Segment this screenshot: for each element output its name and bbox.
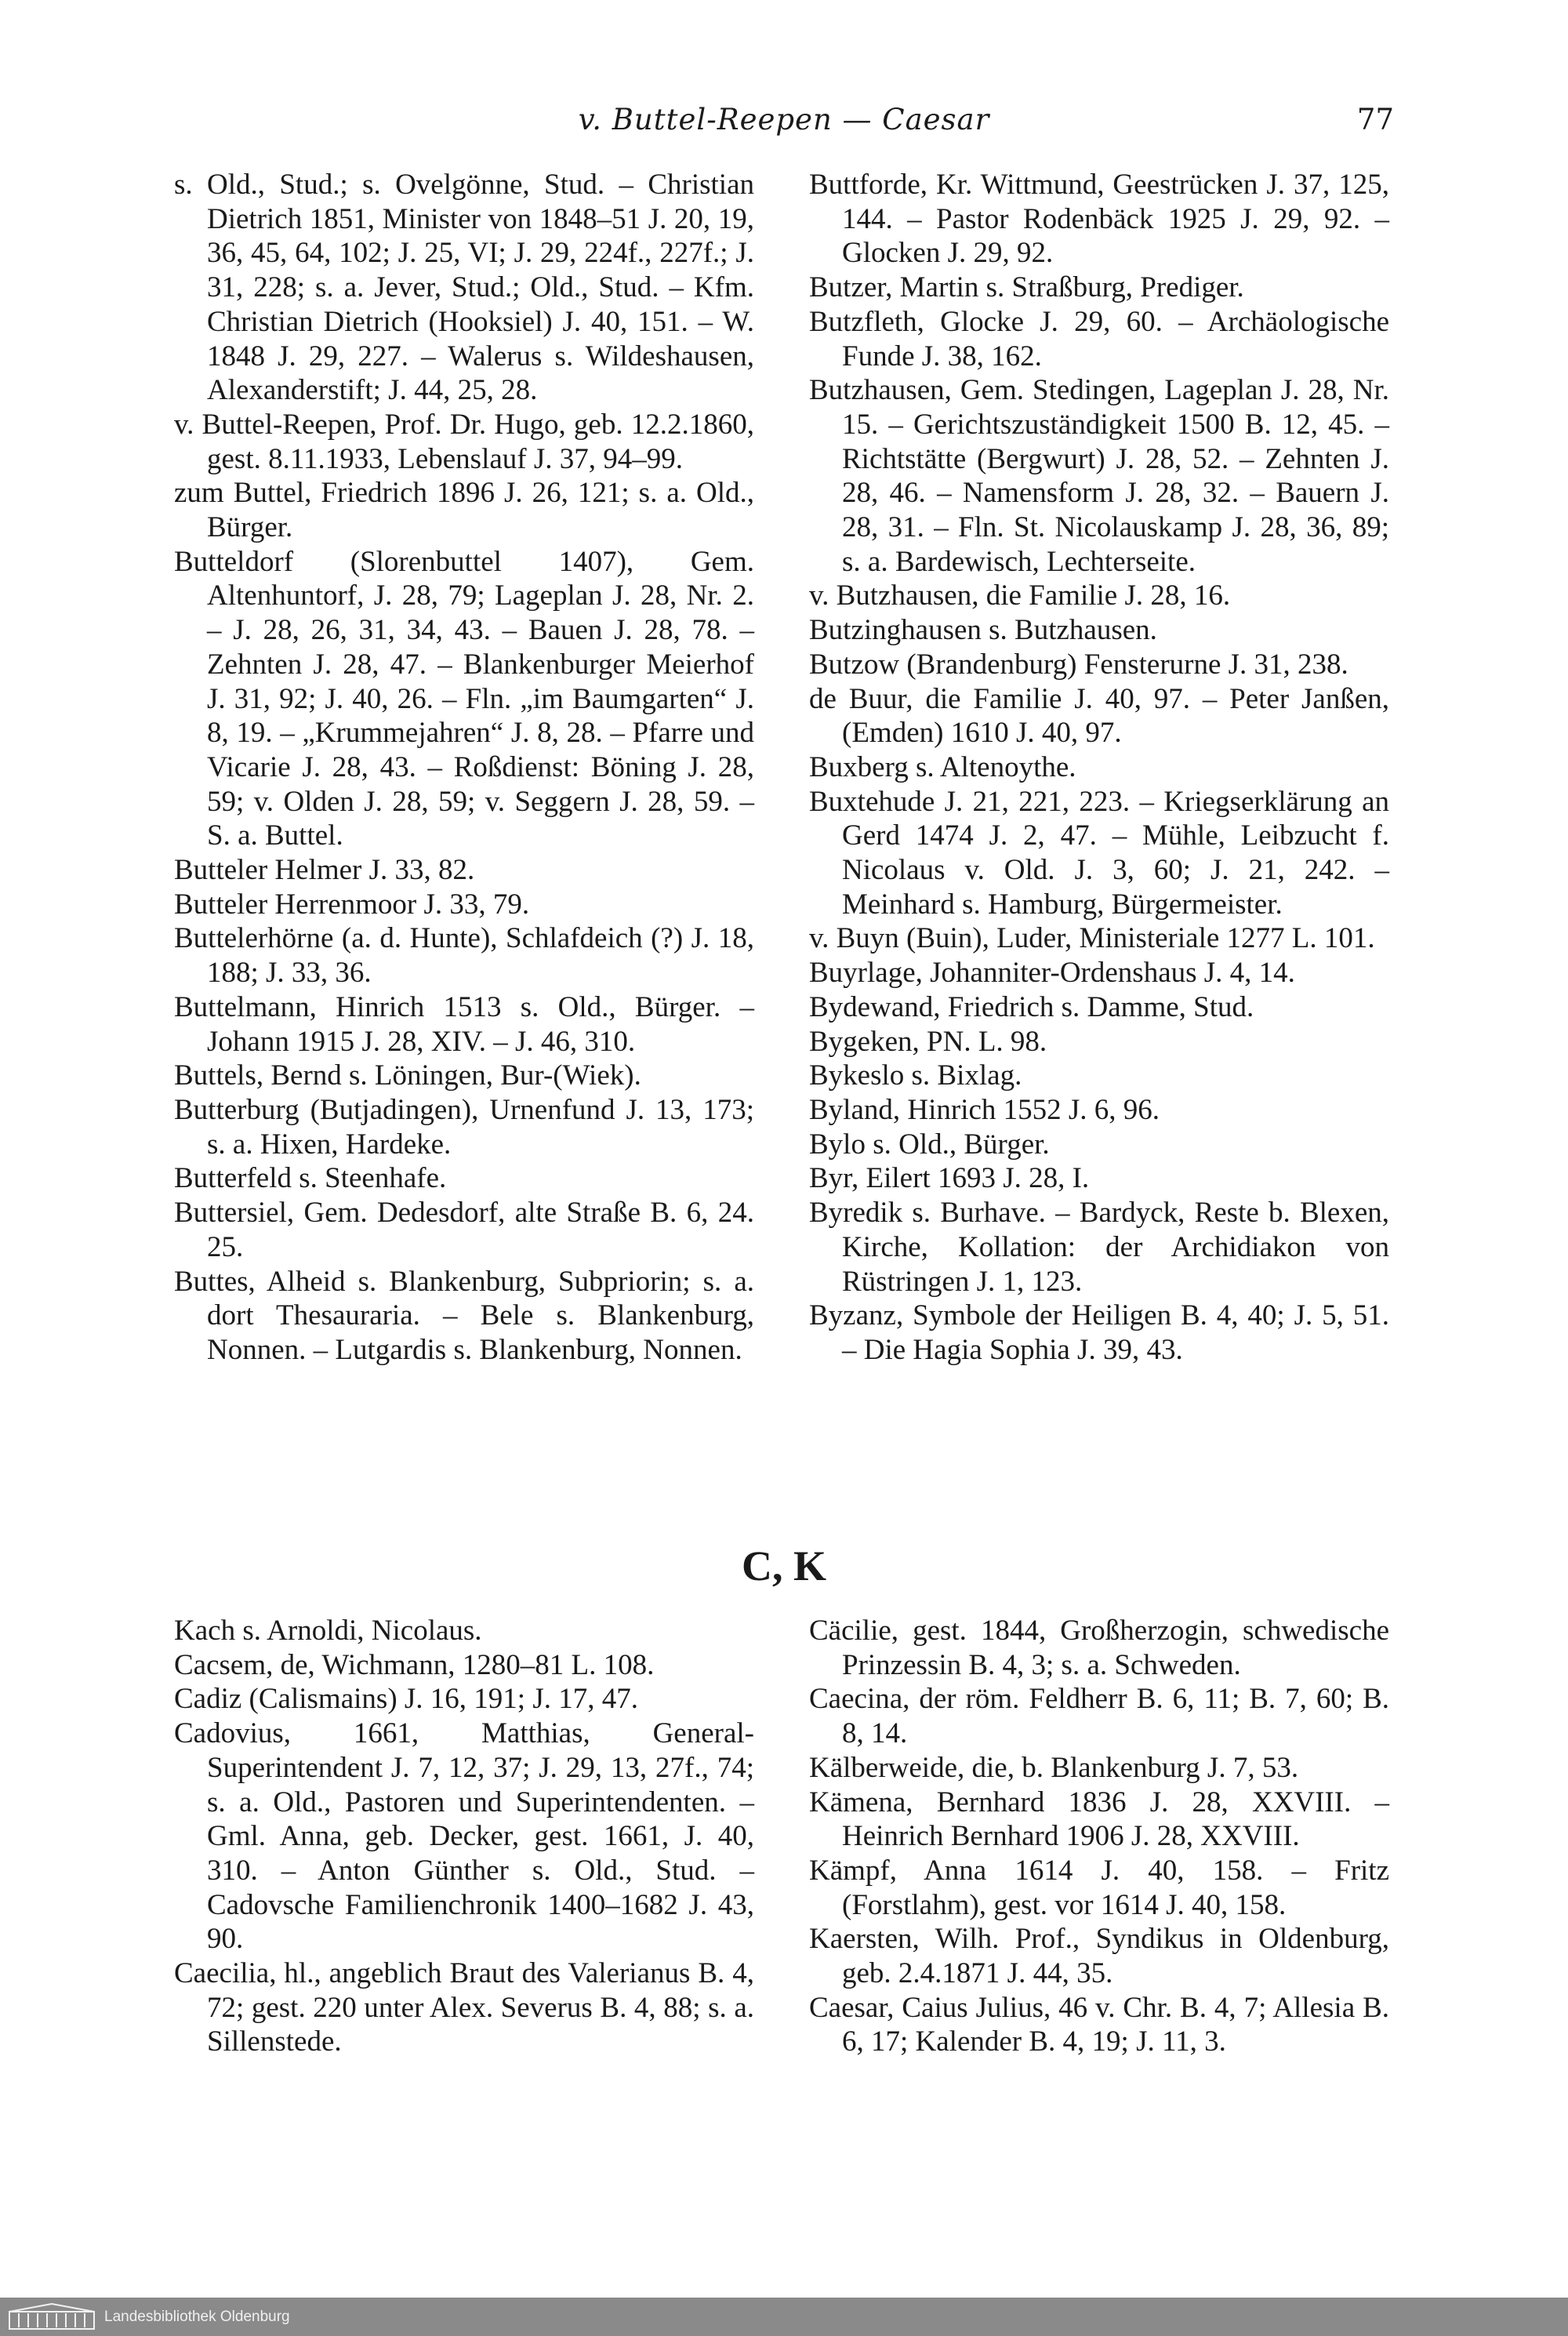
index-entry: v. Buttel-Reepen, Prof. Dr. Hugo, geb. 12.2.1860, gest. 8.11.1933, Lebenslauf J. 37, 94–99. bbox=[174, 408, 754, 475]
index-entry: Caecina, der röm. Feldherr B. 6, 11; B. 7, 60; B. 8, 14. bbox=[809, 1683, 1389, 1750]
index-entry: s. Old., Stud.; s. Ovelgönne, Stud. – Christian Dietrich 1851, Minister von 1848–51 J. 20, 19, 36, 45, 64, 102; J. 25, VI; J. 29, 224f., 227f.; J. 31, 228; s. a. Jever, Stud.; Old., Stud. – Kfm. Christian Dietrich (Hooksiel) J. 40, 151. – W. 1848 J. 29, 227. – Walerus s. Wildeshausen, Alexanderstift; J. 44, 25, 28. bbox=[174, 169, 754, 407]
index-entry: Buttforde, Kr. Wittmund, Geestrücken J. 37, 125, 144. – Pastor Rodenbäck 1925 J. 29, 92. – Glocken J. 29, 92. bbox=[809, 169, 1389, 270]
index-entry: Butteler Helmer J. 33, 82. bbox=[174, 854, 475, 887]
library-name: Landesbibliothek Oldenburg bbox=[104, 2309, 290, 2325]
index-entry: Butteler Herrenmoor J. 33, 79. bbox=[174, 888, 530, 921]
index-entry: Cadovius, 1661, Matthias, General-Superintendent J. 7, 12, 37; J. 29, 13, 27f., 74; s. a. Old., Pastoren und Superintendenten. – Gml. Anna, geb. Decker, gest. 1661, J. 40, 310. – Anton Günther s. Old., Stud. – Cadovsche Familienchronik 1400–1682 J. 43, 90. bbox=[174, 1717, 754, 1956]
index-entry: Cacsem, de, Wichmann, 1280–81 L. 108. bbox=[174, 1648, 655, 1681]
footer-bar bbox=[0, 2298, 1568, 2336]
index-entry: Byland, Hinrich 1552 J. 6, 96. bbox=[809, 1093, 1160, 1126]
running-title: v. Buttel-Reepen — Caesar bbox=[578, 103, 990, 136]
index-entry: v. Butzhausen, die Familie J. 28, 16. bbox=[809, 579, 1231, 612]
index-column-lower-right bbox=[809, 1614, 1389, 2059]
page-header bbox=[0, 100, 1568, 140]
index-entry: Kämena, Bernhard 1836 J. 28, XXVIII. – Heinrich Bernhard 1906 J. 28, XXVIII. bbox=[809, 1786, 1389, 1853]
library-building-icon bbox=[8, 2302, 96, 2331]
index-entry: Cadiz (Calismains) J. 16, 191; J. 17, 47. bbox=[174, 1683, 638, 1716]
section-heading: C, K bbox=[742, 1542, 826, 1589]
index-entry: Butteldorf (Slorenbuttel 1407), Gem. Altenhuntorf, J. 28, 79; Lageplan J. 28, Nr. 2. – J. 28, 26, 31, 34, 43. – Bauen J. 28, 78. – Zehnten J. 28, 47. – Blankenburger Meierhof J. 31, 92; J. 40, 26. – Fln. „im Baumgarten“ J. 8, 19. – „Krummejahren“ J. 8, 28. – Pfarre und Vicarie J. 28, 43. – Roßdienst: Böning J. 28, 59; v. Olden J. 28, 59; v. Seggern J. 28, 59. – S. a. Buttel. bbox=[174, 545, 754, 852]
index-entry: Butzer, Martin s. Straßburg, Prediger. bbox=[809, 271, 1244, 304]
index-entry: Kämpf, Anna 1614 J. 40, 158. – Fritz (Forstlahm), gest. vor 1614 J. 40, 158. bbox=[809, 1854, 1389, 1921]
index-entry: Buttels, Bernd s. Löningen, Bur-(Wiek). bbox=[174, 1059, 641, 1092]
index-entry: Buyrlage, Johanniter-Ordenshaus J. 4, 14. bbox=[809, 957, 1295, 990]
index-entry: Byzanz, Symbole der Heiligen B. 4, 40; J. 5, 51. – Die Hagia Sophia J. 39, 43. bbox=[809, 1299, 1389, 1366]
index-entry: Cäcilie, gest. 1844, Großherzogin, schwedische Prinzessin B. 4, 3; s. a. Schweden. bbox=[809, 1615, 1389, 1681]
index-entry: Caecilia, hl., angeblich Braut des Valerianus B. 4, 72; gest. 220 unter Alex. Severus B. 4, 88; s. a. Sillenstede. bbox=[174, 1957, 754, 2058]
index-entry: Byredik s. Burhave. – Bardyck, Reste b. Blexen, Kirche, Kollation: der Archidiakon von Rüstringen J. 1, 123. bbox=[809, 1197, 1389, 1298]
index-entry: Buxberg s. Altenoythe. bbox=[809, 750, 1076, 783]
page-number: 77 bbox=[1356, 103, 1394, 136]
index-entry: Butterfeld s. Steenhafe. bbox=[174, 1162, 447, 1195]
index-entry: Byr, Eilert 1693 J. 28, I. bbox=[809, 1162, 1090, 1195]
index-entry: Buttelerhörne (a. d. Hunte), Schlafdeich (?) J. 18, 188; J. 33, 36. bbox=[174, 922, 754, 990]
index-entry: Bylo s. Old., Bürger. bbox=[809, 1128, 1050, 1161]
index-entry: zum Buttel, Friedrich 1896 J. 26, 121; s. a. Old., Bürger. bbox=[174, 477, 754, 544]
index-entry: de Buur, die Familie J. 40, 97. – Peter Janßen, (Emden) 1610 J. 40, 97. bbox=[809, 682, 1389, 750]
index-entry: Butzinghausen s. Butzhausen. bbox=[809, 614, 1157, 647]
index-entry: Butterburg (Butjadingen), Urnenfund J. 13, 173; s. a. Hixen, Hardeke. bbox=[174, 1093, 754, 1161]
index-entry: Butzfleth, Glocke J. 29, 60. – Archäologische Funde J. 38, 162. bbox=[809, 305, 1389, 372]
index-entry: Kach s. Arnoldi, Nicolaus. bbox=[174, 1615, 482, 1647]
index-entry: Buttes, Alheid s. Blankenburg, Subpriorin; s. a. dort Thesauraria. – Bele s. Blankenburg, Nonnen. – Lutgardis s. Blankenburg, Nonnen. bbox=[174, 1265, 754, 1366]
index-entry: Kaersten, Wilh. Prof., Syndikus in Oldenburg, geb. 2.4.1871 J. 44, 35. bbox=[809, 1923, 1389, 1990]
index-entry: Butzhausen, Gem. Stedingen, Lageplan J. 28, Nr. 15. – Gerichtszuständigkeit 1500 B. 12, 45. – Richtstätte (Bergwurt) J. 28, 52. – Zehnten J. 28, 46. – Namensform J. 28, 32. – Bauern J. 28, 31. – Fln. St. Nicolauskamp J. 28, 36, 89; s. a. Bardewisch, Lechterseite. bbox=[809, 374, 1389, 578]
index-entry: v. Buyn (Buin), Luder, Ministeriale 1277 L. 101. bbox=[809, 922, 1375, 955]
index-entry: Buttelmann, Hinrich 1513 s. Old., Bürger. – Johann 1915 J. 28, XIV. – J. 46, 310. bbox=[174, 990, 754, 1058]
index-entry: Kälberweide, die, b. Blankenburg J. 7, 53. bbox=[809, 1751, 1299, 1784]
index-entry: Buttersiel, Gem. Dedesdorf, alte Straße B. 6, 24. 25. bbox=[174, 1197, 754, 1263]
index-entry: Butzow (Brandenburg) Fensterurne J. 31, 238. bbox=[809, 648, 1348, 681]
index-column-upper-left bbox=[174, 168, 754, 1368]
index-entry: Bydewand, Friedrich s. Damme, Stud. bbox=[809, 990, 1254, 1023]
index-entry: Bykeslo s. Bixlag. bbox=[809, 1059, 1022, 1092]
index-entry: Bygeken, PN. L. 98. bbox=[809, 1025, 1047, 1058]
index-column-upper-right bbox=[809, 168, 1389, 1368]
index-entry: Caesar, Caius Julius, 46 v. Chr. B. 4, 7; Allesia B. 6, 17; Kalender B. 4, 19; J. 11, 3. bbox=[809, 1991, 1389, 2058]
index-entry: Buxtehude J. 21, 221, 223. – Kriegserklärung an Gerd 1474 J. 2, 47. – Mühle, Leibzucht f. Nicolaus v. Old. J. 3, 60; J. 21, 242. – Meinhard s. Hamburg, Bürgermeister. bbox=[809, 785, 1389, 921]
index-column-lower-left bbox=[174, 1614, 754, 2059]
